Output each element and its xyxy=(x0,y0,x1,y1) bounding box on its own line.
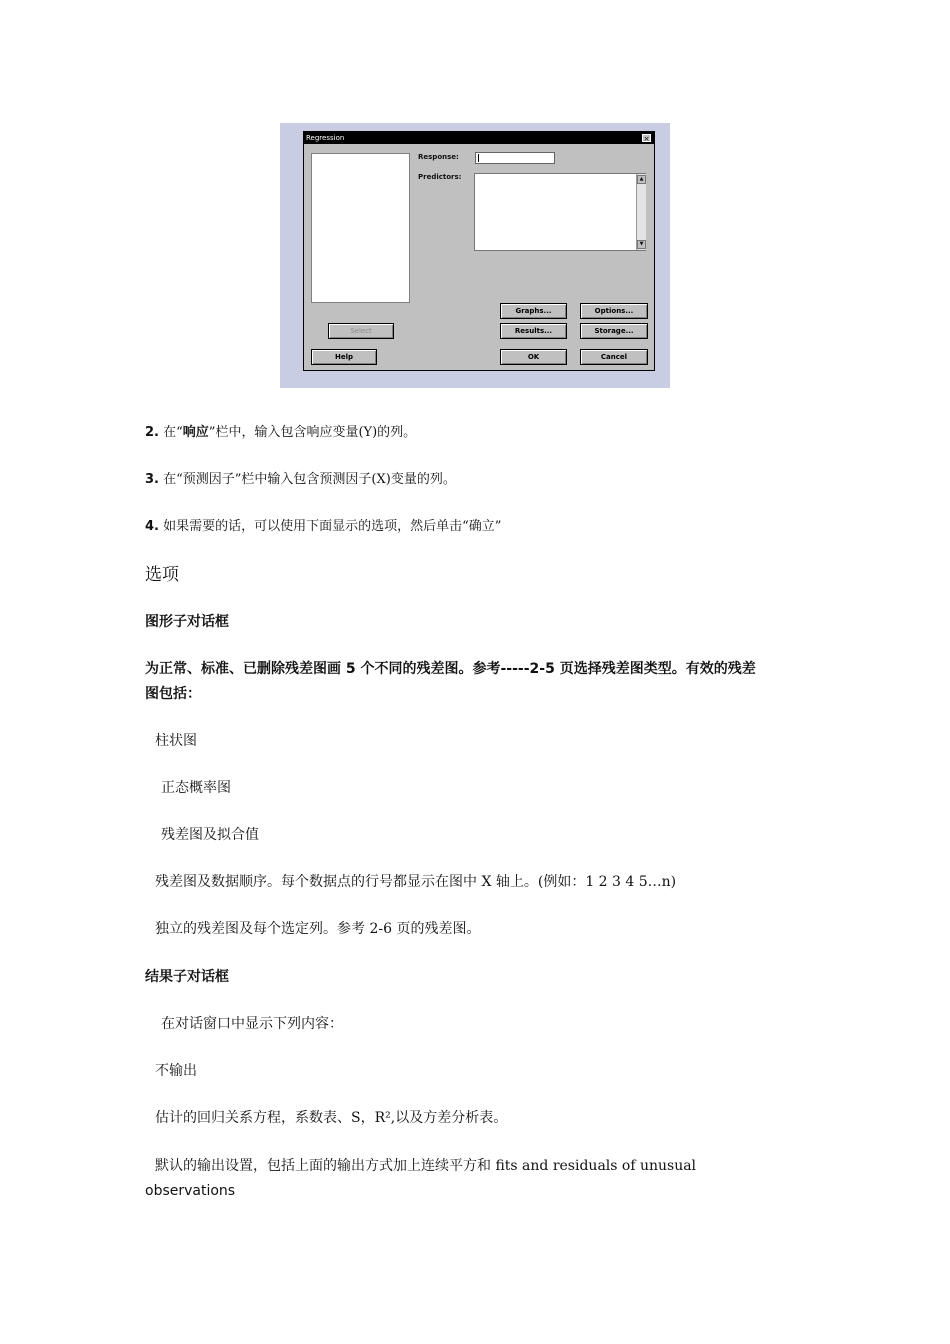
variable-list[interactable] xyxy=(311,153,410,303)
options-button[interactable]: Options... xyxy=(580,303,648,319)
dialog-title: Regression xyxy=(304,132,654,144)
step-number: 4. xyxy=(145,519,159,534)
predictors-input[interactable] xyxy=(474,173,646,251)
predictors-scrollbar[interactable] xyxy=(636,174,646,250)
result-item: 不输出 xyxy=(155,1063,197,1079)
graph-item: 正态概率图 xyxy=(161,780,231,796)
results-button[interactable]: Results... xyxy=(500,323,567,339)
regression-dialog xyxy=(303,131,655,371)
cancel-button[interactable]: Cancel xyxy=(580,349,648,365)
text-caret xyxy=(478,154,479,162)
result-item-cont: observations xyxy=(145,1183,236,1199)
graph-item: 独立的残差图及每个选定列。参考 2-6 页的残差图。 xyxy=(155,921,481,937)
predictors-label: Predictors: xyxy=(418,173,462,181)
result-item: 默认的输出设置，包括上面的输出方式加上连续平方和 fits and residuals of unusual xyxy=(155,1158,697,1174)
response-label: Response: xyxy=(418,153,459,161)
step-2 xyxy=(145,423,416,443)
ok-button[interactable]: OK xyxy=(500,349,567,365)
help-button[interactable]: Help xyxy=(311,349,377,365)
scroll-down-icon[interactable]: ▼ xyxy=(637,240,646,249)
step-text: ”栏中，输入包含响应变量(Y)的列。 xyxy=(208,425,417,440)
step-text: 如果需要的话，可以使用下面显示的选项，然后单击“确立” xyxy=(163,519,502,534)
step-number: 2. xyxy=(145,425,159,440)
response-input[interactable] xyxy=(475,152,555,164)
graph-item: 柱状图 xyxy=(155,733,197,749)
options-heading: 选项 xyxy=(145,565,179,585)
results-heading: 结果子对话框 xyxy=(145,969,229,985)
graph-item: 残差图及拟合值 xyxy=(161,827,259,843)
step-text: 在“预测因子”栏中输入包含预测因子(X)变量的列。 xyxy=(163,472,456,487)
step-text: 在“ xyxy=(163,425,183,440)
storage-button[interactable]: Storage... xyxy=(580,323,648,339)
step-3 xyxy=(145,470,456,490)
graphs-button[interactable]: Graphs... xyxy=(500,303,567,319)
select-button[interactable]: Select xyxy=(328,323,394,339)
results-intro: 在对话窗口中显示下列内容： xyxy=(161,1016,343,1032)
graphs-intro-cont: 图包括： xyxy=(145,686,201,702)
result-item: 估计的回归关系方程，系数表、S，R²,以及方差分析表。 xyxy=(155,1110,508,1126)
step-4 xyxy=(145,517,501,537)
scroll-up-icon[interactable]: ▲ xyxy=(637,175,646,184)
step-number: 3. xyxy=(145,472,159,487)
graphs-heading: 图形子对话框 xyxy=(145,614,229,630)
close-icon[interactable]: × xyxy=(643,135,650,143)
graph-item: 残差图及数据顺序。每个数据点的行号都显示在图中 X 轴上。(例如：1 2 3 4 5…n) xyxy=(155,874,677,890)
step-emphasis: 响应 xyxy=(182,425,209,440)
graphs-intro: 为正常、标准、已删除残差图画 5 个不同的残差图。参考-----2-5 页选择残差图类型。有效的残差 xyxy=(145,661,756,677)
